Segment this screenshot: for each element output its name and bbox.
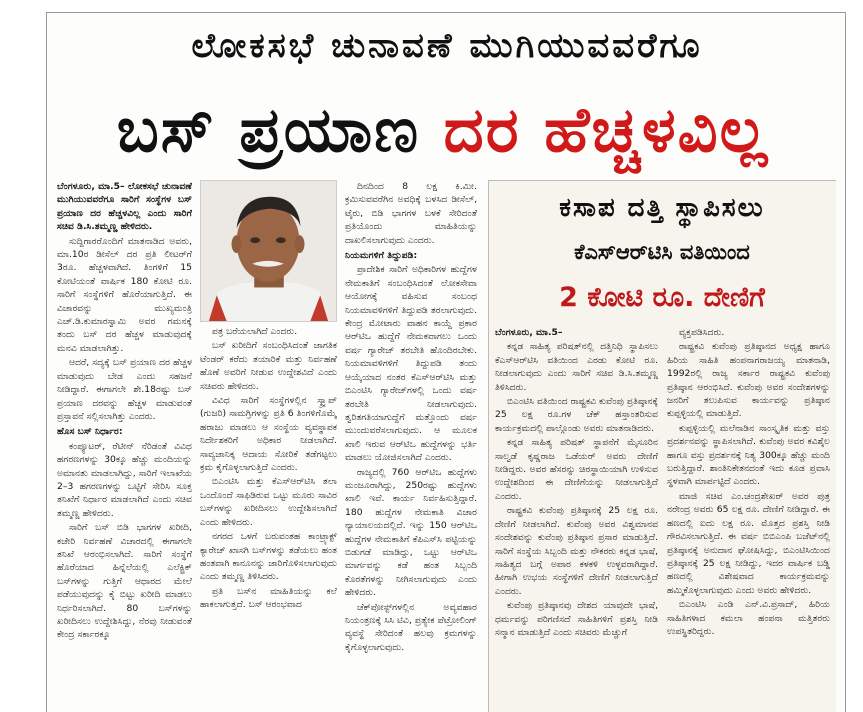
subheading: ನಿಯಮಗಳಿಗೆ ತಿದ್ದುಪಡಿ:: [345, 250, 418, 262]
lead-paragraph: ಬೆಂಗಳೂರು, ಮಾ.5– ಲೋಕಸಭೆ ಚುನಾವಣೆ ಮುಗಿಯುವವರೆಗೂ ಸಾರಿಗೆ ಸಂಸ್ಥೆಗಳ ಬಸ್ ಪ್ರಯಾಣ ದರ ಹೆಚ್ಚಳವಿಲ್ಲ ಎಂದು ಸಾರಿಗೆ ಸಚಿವ ಡಿ.ಸಿ.ತಮ್ಮಣ್ಣ ಹೇಳಿದರು.: [57, 181, 192, 233]
paragraph: ರಾಷ್ಟ್ರಕವಿ ಕುವೆಂಪು ಪ್ರತಿಷ್ಠಾನದ ಅಧ್ಯಕ್ಷ ಹಾಗೂ ಹಿರಿಯ ಸಾಹಿತಿ ಹಂಪನಾಗರಾಜಯ್ಯ ಮಾತನಾಡಿ, 1992ರಲ್ಲಿ ರಾಜ್ಯ ಸರ್ಕಾರ ರಾಷ್ಟ್ರಕವಿ ಕುವೆಂಪು ಪ್ರತಿಷ್ಠಾನ ಆರಂಭಿಸಿದೆ. ಕುವೆಂಪು ಅವರ ಸಂದೇಶಗಳನ್ನು ಜನರಿಗೆ ತಲುಪಿಸುವ ಕಾರ್ಯವನ್ನು ಪ್ರತಿಷ್ಠಾನ ಕುಪ್ಪಳ್ಳಿಯಲ್ಲಿ ಮಾಡುತ್ತಿದೆ.: [667, 341, 830, 420]
paragraph: ನಗರದ ಒಳಗೆ ಬರುವಂತಹ ಕಾಂಟ್ರ್ಯಾಕ್ಟ್ ಕ್ಯಾರೇಜ್ ಖಾಸಗಿ ಬಸ್‌ಗಳನ್ನು ತಡೆಯಲು ಹಂತ ಹಂತವಾಗಿ ಕಾನೂನನ್ನು ಜಾರಿಗೊಳಿಸಲಾಗುವುದು ಎಂದು ತಮ್ಮಣ್ಣ ತಿಳಿಸಿದರು.: [200, 531, 337, 583]
paragraph: ಕುಪ್ಪಳ್ಳಿಯಲ್ಲಿ ಮಲೆನಾಡಿನ ಸಾಂಸ್ಕೃತಿಕ ಮತ್ತು ವಸ್ತು ಪ್ರದರ್ಶನವನ್ನು ಸ್ಥಾಪಿಸಲಾಗಿದೆ. ಕುವೆಂಪು ಅವರ ಕವಿಶೈಲ ಹಾಗೂ ವಸ್ತು ಪ್ರದರ್ಶನಕ್ಕೆ ನಿತ್ಯ 300ಕ್ಕೂ ಹೆಚ್ಚು ಮಂದಿ ಬರುತ್ತಿದ್ದಾರೆ. ಶಾಂತಿನಿಕೇತನದಂತೆ ಇದು ಕೂಡ ಪ್ರವಾಸಿ ಸ್ಥಳವಾಗಿ ಮಾರ್ಪಟ್ಟಿದೆ ಎಂದರು.: [667, 422, 830, 488]
paragraph: ಪ್ರತಿ ಬಸ್‌ನ ಮಾಹಿತಿಯನ್ನು ಕಲೆ ಹಾಕಲಾಗುತ್ತದೆ. ಬಸ್ ಆರಂಭವಾದ: [200, 585, 337, 611]
paragraph: ಸಾರಿಗೆ ಬಸ್ ಬಿಡಿ ಭಾಗಗಳ ಖರೀದಿ, ಕಚೇರಿ ನಿರ್ವಹಣೆ ವಿಚಾರದಲ್ಲಿ ಈಗಾಗಲೇ ತನಿಖೆ ಆರಂಭಿಸಲಾಗಿದೆ. ಸಾರಿಗೆ ಸಂಸ್ಥೆಗೆ ಹೊರೆಯಾದ ಹಿನ್ನೆಲೆಯಲ್ಲಿ ಎಲೆಕ್ಟ್ರಿಕ್ ಬಸ್‌ಗಳನ್ನು ಗುತ್ತಿಗೆ ಆಧಾರದ ಮೇಲೆ ಪಡೆಯುವುದನ್ನು ಕೈ ಬಿಟ್ಟು ಖರೀದಿ ಮಾಡಲು ನಿರ್ಧರಿಸಲಾಗಿದೆ. 80 ಬಸ್‌ಗಳನ್ನು ಖರೀದಿಸಲು ಉದ್ದೇಶಿಸಿದ್ದು, ನೆರವು ನೀಡುವಂತೆ ಕೇಂದ್ರ ಸರ್ಕಾರಕ್ಕೂ: [57, 522, 192, 641]
paragraph: ರಾಜ್ಯದಲ್ಲಿ 760 ಆರ್‌ಟಿಒ ಹುದ್ದೆಗಳು ಮಂಜೂರಾಗಿದ್ದು, 250ರಷ್ಟು ಹುದ್ದೆಗಳು ಖಾಲಿ ಇವೆ. ಕಾರ್ಯ ನಿರ್ವಹಿಸುತ್ತಿದ್ದಾರೆ. 180 ಹುದ್ದೆಗಳ ನೇಮಕಾತಿ ವಿಚಾರ ನ್ಯಾಯಾಲಯದಲ್ಲಿದೆ. ಇನ್ನು 150 ಆರ್‌ಟಿಒ ಹುದ್ದೆಗಳ ನೇಮಕಾತಿಗೆ ಕೆಪಿಎಸ್‌ಸಿ ಪಟ್ಟಿಯನ್ನು ಬಿಡುಗಡೆ ಮಾಡಿದ್ದು, ಒಟ್ಟು ಆರ್‌ಟಿಒ ಮಾರ್ಗವನ್ನು ಕಡೆ ಹಂತ ಸಿಬ್ಬಂದಿ ಕೊರತೆಗಳನ್ನು ನೀಗಿಸಲಾಗುವುದು ಎಂದು ಹೇಳಿದರು.: [345, 466, 477, 599]
lead-paragraph: ಬೆಂಗಳೂರು, ಮಾ.5–: [495, 327, 563, 338]
paragraph: ಬಿಎಂಟಿಸಿ ಮತ್ತು ಕೆಎಸ್‌ಆರ್‌ಟಿಸಿ ತಲಾ ಒಂದೊಂದೆ ಸಾಫಿಡಿರುವ ಒಟ್ಟು ಮೂರು ಸಾವಿರ ಬಸ್‌ಗಳನ್ನು ಖರೀದಿಸಲು ಉದ್ದೇಶಿಸಲಾಗಿದೆ ಎಂದು ಹೇಳಿದರು.: [200, 476, 337, 528]
headline-black-part: ಬಸ್ ಪ್ರಯಾಣ: [116, 93, 444, 166]
side-story-column-2: [667, 326, 830, 712]
paragraph: ವ್ಯಕ್ತಪಡಿಸಿದರು.: [679, 327, 725, 338]
main-story-column-3: [345, 180, 477, 712]
paragraph: ಪತ್ರ ಬರೆಯಲಾಗಿದೆ ಎಂದರು.: [212, 326, 298, 337]
paragraph: ಕನ್ನಡ ಸಾಹಿತ್ಯ ಪರಿಷತ್ ಸ್ಥಾಪನೆಗೆ ಮೈಸೂರಿನ ಸಾಲ್ವಡೆ ಕೃಷ್ಣರಾಜ ಒಡೆಯರ್ ಅವರು ದೇಣಿಗೆ ನೀಡಿದ್ದರು. ಅವರ ಹೆಸರನ್ನು ಚಿರಸ್ಥಾಯಿಯಾಗಿ ಉಳಿಸುವ ಉದ್ದೇಶದಿಂದ ಈ ದೇಣಿಗೆಯನ್ನು ನೀಡಲಾಗುತ್ತಿದೆ ಎಂದರು.: [495, 437, 658, 502]
side-headline-2: ಕೆಎಸ್‌ಆರ್‌ಟಿಸಿ ವತಿಯಿಂದ: [574, 240, 750, 264]
portrait-illustration: [201, 181, 336, 321]
paragraph: ಸುದ್ದಿಗಾರರೊಂದಿಗೆ ಮಾತನಾಡಿದ ಅವರು, ಮಾ.10ರ ಡೀಸೆಲ್ ದರ ಪ್ರತಿ ಲೀಟರ್‌ಗೆ 3ರೂ. ಹೆಚ್ಚಳವಾಗಿದೆ. ತಿಂಗಳಿಗೆ 15 ಕೋಟಿಯಂತೆ ವಾರ್ಷಿಕ 180 ಕೋಟಿ ರೂ. ಸಾರಿಗೆ ಸಂಸ್ಥೆಗಳಿಗೆ ಹೊರೆಯಾಗುತ್ತಿದೆ. ಈ ವಿಚಾರವನ್ನು ಮುಖ್ಯಮಂತ್ರಿ ಎಚ್.ಡಿ.ಕುಮಾರಸ್ವಾಮಿ ಅವರ ಗಮನಕ್ಕೆ ತಂದು ಬಸ್ ದರ ಹೆಚ್ಚಳ ಮಾಡುವುದಕ್ಕೆ ಮನವಿ ಮಾಡಲಾಗಿತ್ತು.: [57, 235, 192, 354]
paragraph: ದಿನದಿಂದ 8 ಲಕ್ಷ ಕಿ.ಮೀ. ಕ್ರಮಿಸುವವರೆಗಿನ ಅವಧಿಕ್ಕೆ ಬಳಸಿದ ಡೀಸೆಲ್, ಟೈರು, ಬಿಡಿ ಭಾಗಗಳ ಬಳಕೆ ಸೇರಿದಂತೆ ಪ್ರತಿಯೊಂದು ಮಾಹಿತಿಯನ್ನು ದಾಖಲಿಸಲಾಗುವುದು ಎಂದರು.: [345, 181, 477, 246]
paragraph: ಆದರೆ, ಸದ್ಯಕ್ಕೆ ಬಸ್ ಪ್ರಯಾಣ ದರ ಹೆಚ್ಚಳ ಮಾಡುವುದು ಬೇಡ ಎಂದು ಸಹಜನೆ ನೀಡಿದ್ದಾರೆ. ಈಗಾಗಲೇ ಶೇ.18ರಷ್ಟು ಬಸ್ ಪ್ರಯಾಣ ದರವನ್ನು ಹೆಚ್ಚಳ ಮಾಡುವಂತೆ ಪ್ರಸ್ತಾವನೆ ಸಲ್ಲಿಸಲಾಗಿತ್ತು ಎಂದರು.: [57, 357, 192, 422]
paragraph: ಬಸ್ ಖರೀದಿಗೆ ಸಂಬಂಧಿಸಿದಂತೆ ಜಾಗತಿಕ ಟೆಂಡರ್ ಕರೆದು ತಯಾರಿಕೆ ಮತ್ತು ನಿರ್ವಹಣೆ ಹೊಣೆ ಅವರಿಗೆ ನೀಡುವ ಉದ್ದೇಶವಿದೆ ಎಂದು ಸಚಿವರು ಹೇಳಿದರು.: [200, 340, 337, 392]
paragraph: ರಾಷ್ಟ್ರಕವಿ ಕುವೆಂಪು ಪ್ರತಿಷ್ಠಾನಕ್ಕೆ 25 ಲಕ್ಷ ರೂ. ದೇಣಿಗೆ ನೀಡಲಾಗಿದೆ. ಕುವೆಂಪು ಅವರ ವಿಶ್ವಮಾನವ ಸಂದೇಶವನ್ನು ಕುವೆಂಪು ಪ್ರತಿಷ್ಠಾನ ಪ್ರಸಾರ ಮಾಡುತ್ತಿದೆ. ಸಾರಿಗೆ ಸಂಸ್ಥೆಯ ಸಿಬ್ಬಂದಿ ಮತ್ತು ನೌಕರರು ಕನ್ನಡ ಭಾಷೆ, ಸಾಹಿತ್ಯದ ಬಗ್ಗೆ ಅಪಾರ ಕಳಕಳಿ ಉಳ್ಳವರಾಗಿದ್ದಾರೆ. ಹೀಗಾಗಿ ಉಭಯ ಸಂಸ್ಥೆಗಳಿಗೆ ದೇಣಿಗೆ ನೀಡಲಾಗುತ್ತಿದೆ ಎಂದರು.: [495, 505, 658, 597]
paragraph: ಕಂಪ್ಯೂಟರ್, ರೆಟೀನ್ ನೆರಿಡಂತೆ ವಿವಿಧ ಹಗರಣಗಳನ್ನು 30ಕ್ಕೂ ಹೆಚ್ಚು ಮಂದಿಯನ್ನು ಅಮಾನತು ಮಾಡಲಾಗಿದ್ದು, ಸಾರಿಗೆ ಇಲಾಖೆಯ 2–3 ಹಗರಣಗಳನ್ನು ಒಟ್ಟಿಗೆ ಸೇರಿಸಿ ಸೂಕ್ತ ತನಿಖೆಗೆ ನಿರ್ಧಾರ ಮಾಡಲಾಗಿದೆ ಎಂದು ಸಚಿವ ತಮ್ಮಣ್ಣ ಹೇಳಿದರು.: [57, 440, 192, 519]
paragraph: ಚೆಕ್‌ಪೋಸ್ಟ್‌ಗಳಲ್ಲಿನ ಅವ್ಯವಹಾರ ನಿಯಂತ್ರಣಕ್ಕೆ ಸಿಸಿ ಟಿವಿ, ಪ್ರತ್ಯೇಕ ಪೆಟ್ರೋಲಿಂಗ್ ವ್ಯವಸ್ಥೆ ಸೇರಿದಂತೆ ಹಲವು ಕ್ರಮಗಳನ್ನು ಕೈಗೊಳ್ಳಲಾಗುವುದು.: [345, 601, 477, 653]
paragraph: ಪ್ರಾದೇಶಿಕ ಸಾರಿಗೆ ಅಧಿಕಾರಿಗಳ ಹುದ್ದೆಗಳ ನೇಮಕಾತಿಗೆ ಸಂಬಂಧಿಸಿದಂತೆ ಲೋಕಸೇವಾ ಆಯೋಗಕ್ಕೆ ವಹಿಸುವ ಸಂಬಂಧ ನಿಯಮಾವಳಿಗಳಿಗೆ ತಿದ್ದುಪಡಿ ತರಲಾಗುವುದು. ಕೇಂದ್ರ ಮೋಟಾರು ವಾಹನ ಕಾಯ್ದೆ ಪ್ರಕಾರ ಆರ್‌ಟಿಒ ಹುದ್ದೆಗೆ ನೇಮಕವಾಗಲು ಒಂದು ವರ್ಷ ಗ್ಯಾರೇಜ್ ತರಬೇತಿ ಹೊಂದಿರಬೇಕು. ನಿಯಮಾವಳಿಗಳಿಗೆ ತಿದ್ದುಪಡಿ ತಂದು ಆಯ್ಕೆಯಾದ ನಂತರ ಕೆಎಸ್‌ಆರ್‌ಟಿಸಿ ಮತ್ತು ಬಿಎಂಟಿಸಿ ಗ್ಯಾರೇಜ್‌ಗಳಲ್ಲಿ ಒಂದು ವರ್ಷ ತರಬೇತಿ ನೀಡಲಾಗುವುದು. ತ್ವರಿತಗತಿಯಾಗುದ್ದೆಗೆ ಮತ್ತೊಂದು ವರ್ಷ ಮುಂದುವರೆಸಲಾಗುವುದು. ಆ ಮೂಲಕ ಖಾಲಿ ಇರುವ ಆರ್‌ಟಿಒ ಹುದ್ದೆಗಳನ್ನು ಭರ್ತಿ ಮಾಡಲು ಯೋಜಿಸಲಾಗಿದೆ ಎಂದರು.: [345, 264, 477, 464]
side-story-column-1: [495, 326, 658, 712]
side-headline-1: ಕಸಾಪ ದತ್ತಿ ಸ್ಥಾಪಿಸಲು: [559, 193, 765, 223]
paragraph: ಮಾಜಿ ಸಚಿವ ಎಂ.ಚಂದ್ರಶೇಖರ್ ಅವರ ಪುತ್ರ ನರೇಂದ್ರ ಅವರು 65 ಲಕ್ಷ ರೂ. ದೇಣಿಗೆ ನೀಡಿದ್ದಾರೆ. ಈ ಹಣದಲ್ಲಿ ಐದು ಲಕ್ಷ ರೂ. ಮೊತ್ತದ ಪ್ರಶಸ್ತಿ ನೀಡಿ ಗೌರವಿಸಲಾಗುತ್ತಿದೆ. ಈ ವರ್ಷ ಬಿಬಿಎಂಪಿ ಬಜೆಟ್‌ನಲ್ಲಿ ಪ್ರತಿಷ್ಠಾನಕ್ಕೆ ಅನುದಾನ ಘೋಷಿಸಿದ್ದು, ಬಿಎಂಟಿಸಿಯಿಂದ ಪ್ರತಿಷ್ಠಾನಕ್ಕೆ 25 ಲಕ್ಷ ನೀಡಿದ್ದು, ಇದರ ವಾರ್ಷಿಕ ಬಡ್ಡಿ ಹಣದಲ್ಲಿ ವಿಶೇಷವಾದ ಕಾರ್ಯಕ್ರಮವನ್ನು ಹಮ್ಮಿಕೊಳ್ಳಲಾಗುವುದು ಎಂದು ಅವರು ಹೇಳಿದರು.: [667, 490, 830, 596]
main-story-column-2: [200, 325, 337, 712]
paragraph: ಕನ್ನಡ ಸಾಹಿತ್ಯ ಪರಿಷತ್‌ನಲ್ಲಿ ದತ್ತಿನಿಧಿ ಸ್ಥಾಪಿಸಲು ಕೆಎಸ್‌ಆರ್‌ಟಿಸಿ ವತಿಯಿಂದ ಎರಡು ಕೋಟಿ ರೂ. ನೀಡಲಾಗುವುದು ಎಂದು ಸಾರಿಗೆ ಸಚಿವ ಡಿ.ಸಿ.ತಮ್ಮಣ್ಣ ತಿಳಿಸಿದರು.: [495, 341, 658, 393]
headline-red-part: ದರ ಹೆಚ್ಚಳವಿಲ್ಲ: [443, 93, 770, 166]
paragraph: ಕುವೆಂಪು ಪ್ರತಿಷ್ಠಾನವು ದೇಶದ ಯಾವುದೇ ಭಾಷೆ, ಧರ್ಮವನ್ನು ಪರಿಗಣಿಸದೆ ಸಾಹಿತಿಗಳಿಗೆ ಪ್ರಶಸ್ತಿ ನೀಡಿ ಸನ್ಮಾನ ಮಾಡುತ್ತಿದೆ ಎಂದು ಸಚಿವರು ಮೆಚ್ಚುಗೆ: [495, 600, 658, 638]
paragraph: ಬಿಎಂಟಿಸಿ ವತಿಯಿಂದ ರಾಷ್ಟ್ರಕವಿ ಕುವೆಂಪು ಪ್ರತಿಷ್ಠಾನಕ್ಕೆ 25 ಲಕ್ಷ ರೂ.ಗಳ ಚೆಕ್ ಹಸ್ತಾಂತರಿಸುವ ಕಾರ್ಯಕ್ರಮದಲ್ಲಿ ಪಾಲ್ಗೊಂಡು ಅವರು ಮಾತನಾಡಿದರು.: [495, 396, 658, 434]
headline-line-2: [58, 84, 828, 176]
side-headline-3: 2 ಕೋಟಿ ರೂ. ದೇಣಿಗೆ: [559, 282, 765, 313]
subheading: ಹೊಸ ಬಸ್ ನಿರ್ಧಾರ:: [57, 426, 123, 438]
main-story-column-1: [57, 180, 192, 712]
portrait-photo: [200, 180, 337, 322]
paragraph: ವಿವಿಧ ಸಾರಿಗೆ ಸಂಸ್ಥೆಗಳಲ್ಲಿನ ಸ್ಕ್ರ್ಯಾಪ್ (ಗುಜರಿ) ಸಾಮಗ್ರಿಗಳನ್ನು ಪ್ರತಿ 6 ತಿಂಗಳಿಗೊಮ್ಮೆ ಹರಾಜು ಮಾಡಲು ಆ ಸಂಸ್ಥೆಯ ವ್ಯವಸ್ಥಾಪಕ ನಿರ್ದೇಶಕರಿಗೆ ಅಧಿಕಾರ ನೀಡಲಾಗಿದೆ. ಸಾವ್ಯಜಾನಿಕ್ಕ ಆದಾಯ ಸೋರಿಕೆ ತಡೆಗಟ್ಟಲು ಕ್ರಮ ಕೈಗೊಳ್ಳಲಾಗುತ್ತಿದೆ ಎಂದರು.: [200, 395, 337, 474]
paragraph: ಬಿಎಂಟಿಸಿ ಎಂಡಿ ಎನ್.ವಿ.ಪ್ರಸಾದ್, ಹಿರಿಯ ಸಾಹಿತಿಗಳಾದ ಕಮಲಾ ಹಂಪನಾ ಮತ್ತಿತರರು ಉಪಸ್ಥಿತರಿದ್ದರು.: [667, 599, 830, 637]
headline-line-1: ಲೋಕಸಭೆ ಚುನಾವಣೆ ಮುಗಿಯುವವರೆಗೂ: [191, 26, 703, 66]
